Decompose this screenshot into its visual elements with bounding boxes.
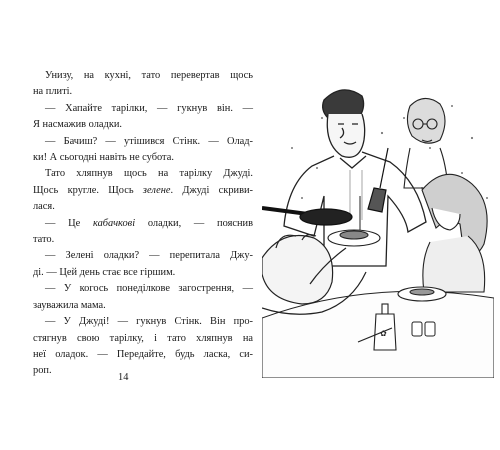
text-line: — У когось понеділкове загострення, — <box>45 283 253 295</box>
page-number: 14 <box>118 372 129 383</box>
text-line: на плиті. <box>33 86 73 98</box>
text-line: тато. <box>33 234 55 246</box>
text-line: Тато хляпнув щось на тарілку Джуді. <box>45 168 253 180</box>
text-line: Я насмажив оладки. <box>33 119 123 131</box>
text-line: ки! А сьогодні навіть не субота. <box>33 152 174 164</box>
svg-text:✿: ✿ <box>380 329 387 338</box>
mom-figure <box>404 98 448 188</box>
text-line: Унизу, на кухні, тато перевертав щось <box>45 70 253 81</box>
text-line: — Хапайте тарілки, — гукнув він. — <box>45 102 253 114</box>
text-line: стягнув свою тарілку, і тато хляпнув на <box>33 332 253 344</box>
plate-with-pancake <box>328 230 380 246</box>
text-line: ді. — Цей день стає все гіршим. <box>33 266 176 278</box>
text-line: зауважила мама. <box>33 299 106 311</box>
text-line: Щось кругле. Щось зелене. Джуді скриви- <box>33 184 254 196</box>
body-text <box>33 68 253 380</box>
text-line: роп. <box>33 365 52 377</box>
text-line: — У Джуді! — гукнув Стінк. Він про- <box>45 316 253 328</box>
family-breakfast-illustration <box>262 78 494 378</box>
frying-pan <box>262 208 352 225</box>
text-line: неї оладок. — Передайте, будь ласка, си- <box>33 348 253 360</box>
text-line: — Це кабачкові оладки, — пояснив <box>45 217 254 229</box>
text-line: — Зелені оладки? — перепитала Джу- <box>45 250 253 262</box>
judy-figure <box>422 174 487 292</box>
text-line: — Бачиш? — утішився Стінк. — Олад- <box>45 135 253 147</box>
table-plate <box>398 287 446 301</box>
text-line: лася. <box>33 201 55 213</box>
